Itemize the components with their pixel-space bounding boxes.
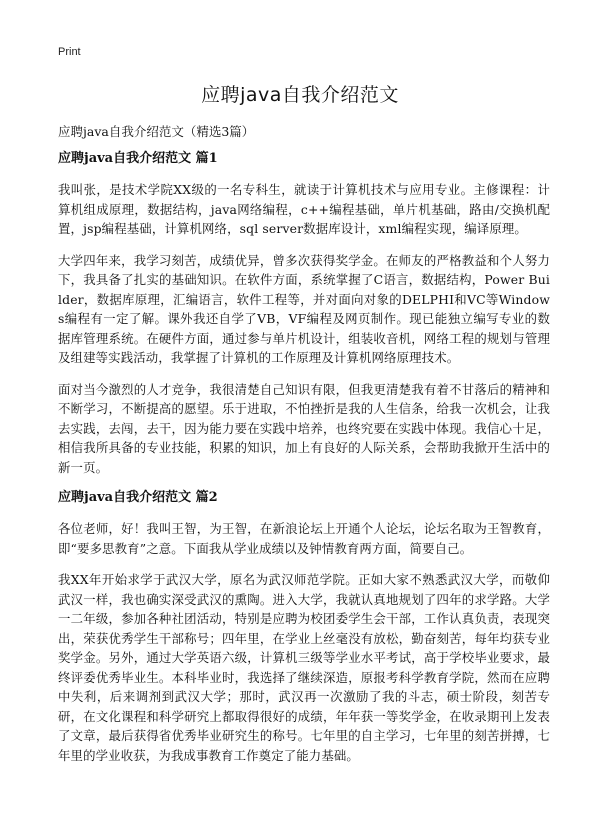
- section-1: [58, 150, 550, 477]
- paragraph: 面对当今激烈的人才竞争，我很清楚自己知识有限，但我更清楚我有着不甘落后的精神和不断学习，不断提高的愿望。乐于进取，不怕挫折是我的人生信条，给我一次机会，让我去实践，去闯，去干，因为能力要在实践中培养，也终究要在实践中体现。我信心十足，相信我所具备的专业技能，积累的知识，加上有良好的人际关系，会帮助我掀开生活中的新一页。: [58, 381, 550, 475]
- section-heading: 应聘java自我介绍范文 篇2: [58, 490, 218, 505]
- print-label: Print: [58, 46, 81, 58]
- section-heading: 应聘java自我介绍范文 篇1: [58, 151, 218, 166]
- paragraph: 各位老师，好！我叫王智，为王智，在新浪论坛上开通个人论坛，论坛名取为王智教育，即“要多思教育”之意。下面我从学业成绩以及钟情教育两方面，简要自己。: [58, 521, 550, 556]
- document-title: 应聘java自我介绍范文: [201, 84, 399, 106]
- paragraph: 大学四年来，我学习刻苦，成绩优异，曾多次获得奖学金。在师友的严格教益和个人努力下，我具备了扎实的基础知识。在软件方面，系统掌握了C语言，数据结构，Power Builder，数据库原理，汇编语言，软件工程等，并对面向对象的DELPHI和VC等Windows编程有一定了解。课外我还自学了VB，VF编程及网页制作。现已能独立编写专业的数据库管理系统。在硬件方面，通过参与单片机设计，组装收音机，网络工程的规划与管理及组建等实践活动，我掌握了计算机的工作原理及计算机网络原理技术。: [58, 252, 550, 365]
- section-2: [58, 489, 550, 765]
- paragraph: 我XX年开始求学于武汉大学，原名为武汉师范学院。正如大家不熟悉武汉大学，而敬仰武汉一样，我也确实深受武汉的熏陶。进入大学，我就认真地规划了四年的求学路。大学一二年级，参加各种社团活动，特别是应聘为校团委学生会干部，工作认真负责，表现突出，荣获优秀学生干部称号；四年里，在学业上丝毫没有放松，勤奋刻苦，每年均获专业奖学金。另外，通过大学英语六级，计算机三级等学业水平考试，高于学校毕业要求，最终评委优秀毕业生。本科毕业时，我选择了继续深造，原报考科学教育学院，然而在应聘中失利，后来调剂到武汉大学；那时，武汉再一次激励了我的斗志，硕士阶段，刻苦专研，在文化课程和科学研究上都取得很好的成绩，年年获一等奖学金，在收录期刊上发表了文章，最后获得省优秀毕业研究生的称号。七年里的自主学习，七年里的刻苦拼搏，七年里的学业收获，为我成事教育工作奠定了能力基础。: [58, 572, 550, 763]
- document-subtitle: 应聘java自我介绍范文（精选3篇）: [58, 124, 255, 139]
- document-body: [58, 150, 550, 777]
- paragraph: 我叫张，是技术学院XX级的一名专科生，就读于计算机技术与应用专业。主修课程：计算机组成原理，数据结构，java网络编程，c++编程基础，单片机基础，路由/交换机配置，jsp编程基础，计算机网络，sql server数据库设计，xml编程实现，编译原理。: [58, 182, 550, 236]
